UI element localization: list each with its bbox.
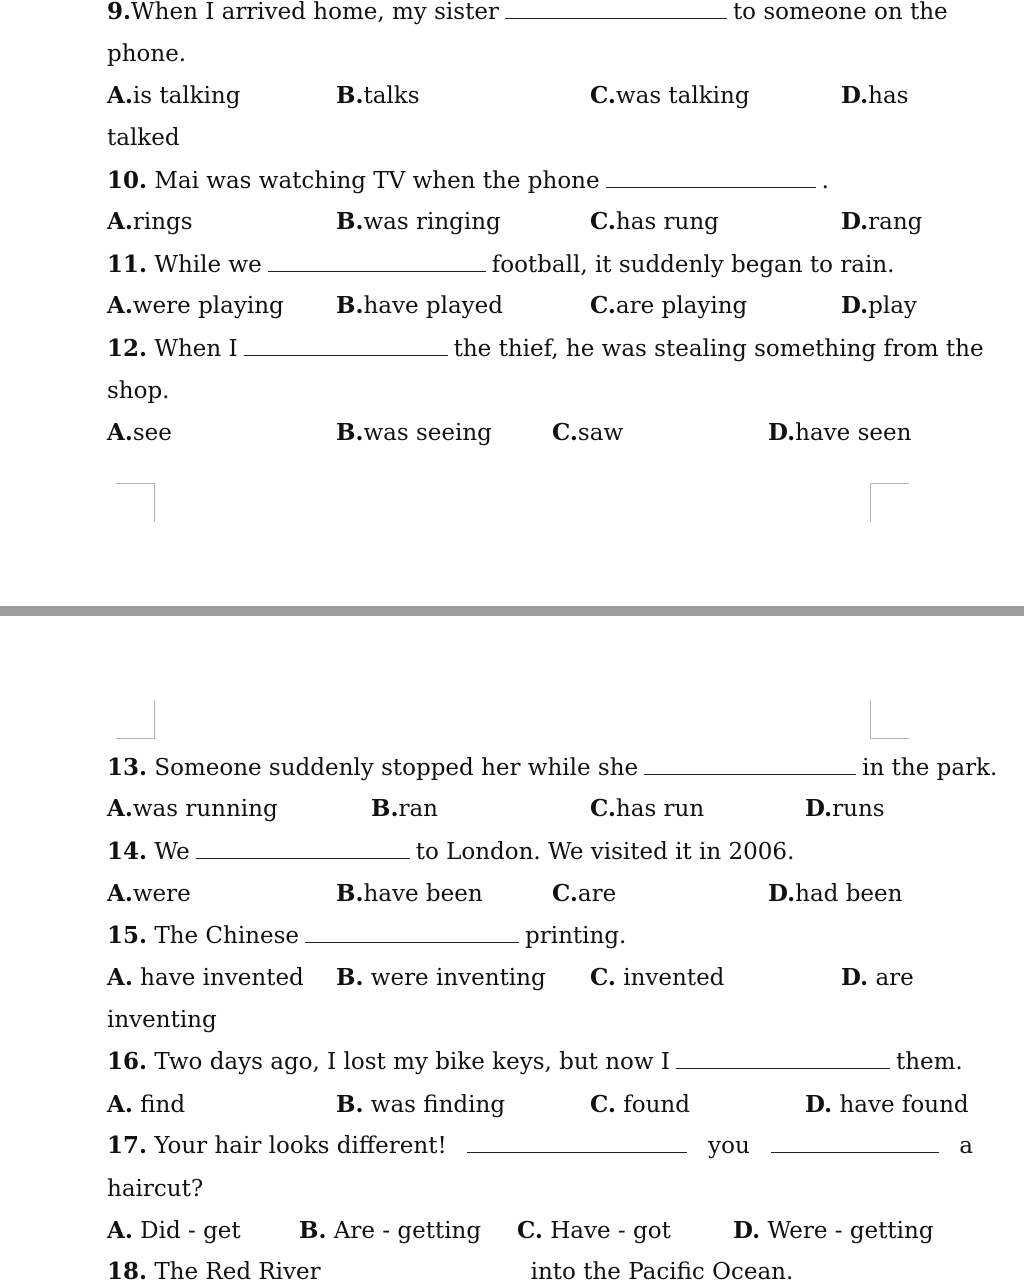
option-a[interactable]: [107, 795, 278, 823]
option-c[interactable]: [590, 1091, 690, 1119]
option-letter: C.: [590, 208, 616, 235]
option-letter: D.: [841, 82, 869, 109]
answer-blank-2[interactable]: [771, 1132, 939, 1153]
question-text: The Red River: [154, 1259, 321, 1285]
option-letter: C.: [517, 1217, 543, 1244]
option-letter: D.: [805, 1091, 833, 1118]
option-letter: D.: [768, 880, 796, 907]
option-text: are: [577, 881, 617, 907]
option-letter: D.: [841, 964, 869, 991]
option-b[interactable]: [336, 964, 546, 992]
option-d[interactable]: [768, 880, 902, 908]
option-letter: A.: [107, 964, 133, 991]
option-d[interactable]: [733, 1217, 934, 1245]
option-letter: D.: [768, 419, 796, 446]
question-16: [107, 1048, 963, 1076]
crop-mark: [116, 483, 155, 522]
option-letter: B.: [336, 208, 364, 235]
option-letter: C.: [590, 795, 616, 822]
option-letter: A.: [107, 82, 133, 109]
question-text: Two days ago, I lost my bike keys, but now I: [154, 1049, 670, 1075]
question-text-after: a: [959, 1133, 973, 1159]
question-number: 14.: [107, 838, 148, 865]
option-letter: D.: [841, 208, 869, 235]
option-text: is talking: [132, 83, 241, 109]
question-text-after: the thief, he was stealing something from the: [453, 336, 984, 362]
option-a[interactable]: [107, 292, 284, 320]
option-a[interactable]: [107, 419, 172, 447]
option-c[interactable]: [590, 795, 704, 823]
question-number: 16.: [107, 1048, 148, 1075]
option-c[interactable]: [590, 82, 750, 110]
option-text: was running: [132, 796, 278, 822]
question-number: 11.: [107, 251, 148, 278]
option-letter: B.: [336, 1091, 364, 1118]
option-text: was ringing: [363, 209, 501, 235]
option-letter: C.: [590, 1091, 616, 1118]
option-letter: B.: [371, 795, 399, 822]
option-letter: D.: [733, 1217, 761, 1244]
option-text: are: [868, 965, 914, 991]
question-lead: [107, 1132, 447, 1160]
option-text: see: [132, 420, 172, 446]
answer-blank[interactable]: [327, 1259, 525, 1279]
option-text: has: [868, 83, 909, 109]
answer-blank[interactable]: [244, 335, 448, 356]
option-c[interactable]: [590, 292, 747, 320]
question-10: [107, 167, 829, 195]
option-text: talks: [363, 83, 420, 109]
option-b[interactable]: [336, 82, 420, 110]
option-d[interactable]: [805, 1091, 969, 1119]
question-text-after: football, it suddenly began to rain.: [491, 252, 895, 278]
question-text: Someone suddenly stopped her while she: [154, 755, 639, 781]
option-letter: B.: [336, 82, 364, 109]
option-d[interactable]: [841, 82, 908, 110]
option-a[interactable]: [107, 1217, 241, 1245]
question-text: Your hair looks different!: [154, 1133, 447, 1159]
option-text: was seeing: [363, 420, 492, 446]
option-b[interactable]: [336, 208, 501, 236]
option-letter: B.: [336, 880, 364, 907]
option-text: found: [615, 1092, 690, 1118]
question-17: [107, 1132, 973, 1160]
question-text-middle: you: [708, 1133, 750, 1159]
answer-blank[interactable]: [676, 1048, 890, 1069]
option-letter: D.: [841, 292, 869, 319]
option-a[interactable]: [107, 82, 240, 110]
question-number: 18.: [107, 1258, 148, 1285]
option-text: Have - got: [542, 1218, 671, 1244]
option-letter: A.: [107, 880, 133, 907]
question-text-after: into the Pacific Ocean.: [530, 1259, 794, 1285]
question-text: The Chinese: [154, 923, 300, 949]
option-c[interactable]: [552, 880, 616, 908]
question-number: 17.: [107, 1132, 148, 1159]
crop-mark: [870, 483, 909, 522]
option-letter: A.: [107, 208, 133, 235]
crop-mark: [116, 700, 155, 739]
document-page-top: [0, 0, 1024, 606]
option-c[interactable]: [590, 208, 719, 236]
option-letter: A.: [107, 795, 133, 822]
option-a[interactable]: [107, 208, 193, 236]
option-b[interactable]: [336, 880, 483, 908]
question-13: [107, 754, 997, 782]
option-letter: B.: [336, 292, 364, 319]
option-text: were: [132, 881, 191, 907]
option-letter: C.: [552, 419, 578, 446]
question-text: When I: [154, 336, 238, 362]
option-letter: D.: [805, 795, 833, 822]
option-b[interactable]: [336, 1091, 505, 1119]
option-text: had been: [795, 881, 903, 907]
question-text-after: printing.: [525, 923, 627, 949]
option-c[interactable]: [552, 419, 623, 447]
option-wrap: inventing: [107, 1007, 217, 1033]
option-text: have found: [832, 1092, 969, 1118]
question-text-after: them.: [895, 1049, 963, 1075]
question-number: 15.: [107, 922, 148, 949]
question-text-after: .: [821, 168, 829, 194]
option-letter: A.: [107, 1091, 133, 1118]
option-text: has run: [615, 796, 705, 822]
option-text: rings: [132, 209, 193, 235]
question-continuation: haircut?: [107, 1176, 204, 1202]
option-d[interactable]: [805, 795, 885, 823]
answer-blank[interactable]: [268, 251, 486, 272]
option-letter: C.: [590, 292, 616, 319]
option-d[interactable]: [841, 208, 922, 236]
option-letter: A.: [107, 1217, 133, 1244]
option-text: ran: [398, 796, 438, 822]
question-text-after: in the park.: [862, 755, 998, 781]
question-text: While we: [154, 252, 262, 278]
option-b[interactable]: [336, 419, 492, 447]
option-text: were playing: [132, 293, 284, 319]
option-text: were inventing: [363, 965, 546, 991]
answer-blank[interactable]: [606, 167, 816, 188]
option-text: Were - getting: [760, 1218, 934, 1244]
question-continuation: phone.: [107, 41, 187, 67]
option-b[interactable]: [336, 292, 503, 320]
option-letter: C.: [552, 880, 578, 907]
question-12: [107, 335, 984, 363]
option-b[interactable]: [371, 795, 438, 823]
option-text: play: [868, 293, 917, 319]
option-a[interactable]: [107, 964, 304, 992]
option-wrap: talked: [107, 125, 180, 151]
question-text-after: to London. We visited it in 2006.: [415, 839, 795, 865]
option-text: Did - get: [132, 1218, 241, 1244]
option-text: invented: [615, 965, 725, 991]
option-c[interactable]: [517, 1217, 671, 1245]
option-text: are playing: [615, 293, 748, 319]
option-text: has rung: [615, 209, 719, 235]
option-b[interactable]: [299, 1217, 481, 1245]
question-number: 9.: [107, 0, 132, 25]
option-text: find: [132, 1092, 186, 1118]
question-number: 13.: [107, 754, 148, 781]
answer-blank-1[interactable]: [467, 1132, 687, 1153]
question-text: When I arrived home, my sister: [131, 0, 499, 25]
option-letter: B.: [299, 1217, 327, 1244]
question-text: Mai was watching TV when the phone: [154, 168, 600, 194]
option-a[interactable]: [107, 880, 191, 908]
option-letter: A.: [107, 419, 133, 446]
option-letter: A.: [107, 292, 133, 319]
question-continuation: shop.: [107, 378, 170, 404]
answer-blank[interactable]: [305, 922, 519, 943]
option-text: have been: [363, 881, 483, 907]
question-15: [107, 922, 626, 950]
crop-mark: [870, 700, 909, 739]
question-18: [107, 1258, 793, 1286]
question-number: 10.: [107, 167, 148, 194]
option-text: have invented: [132, 965, 304, 991]
option-text: have played: [363, 293, 504, 319]
question-text: We: [154, 839, 190, 865]
option-text: was talking: [615, 83, 750, 109]
answer-blank[interactable]: [196, 838, 410, 859]
option-d[interactable]: [841, 964, 914, 992]
option-text: runs: [832, 796, 885, 822]
question-14: [107, 838, 794, 866]
option-letter: C.: [590, 82, 616, 109]
question-text-after: to someone on the: [732, 0, 948, 25]
answer-blank[interactable]: [644, 754, 856, 775]
option-letter: B.: [336, 419, 364, 446]
option-d[interactable]: [768, 419, 911, 447]
option-c[interactable]: [590, 964, 724, 992]
option-text: saw: [577, 420, 624, 446]
option-d[interactable]: [841, 292, 917, 320]
answer-blank[interactable]: [505, 0, 727, 19]
option-letter: B.: [336, 964, 364, 991]
option-text: rang: [868, 209, 923, 235]
page-separator: [0, 606, 1024, 616]
option-letter: C.: [590, 964, 616, 991]
option-a[interactable]: [107, 1091, 185, 1119]
question-number: 12.: [107, 335, 148, 362]
option-text: have seen: [795, 420, 912, 446]
question-11: [107, 251, 894, 279]
option-text: was finding: [363, 1092, 506, 1118]
option-text: Are - getting: [326, 1218, 482, 1244]
question-9: [107, 0, 948, 26]
